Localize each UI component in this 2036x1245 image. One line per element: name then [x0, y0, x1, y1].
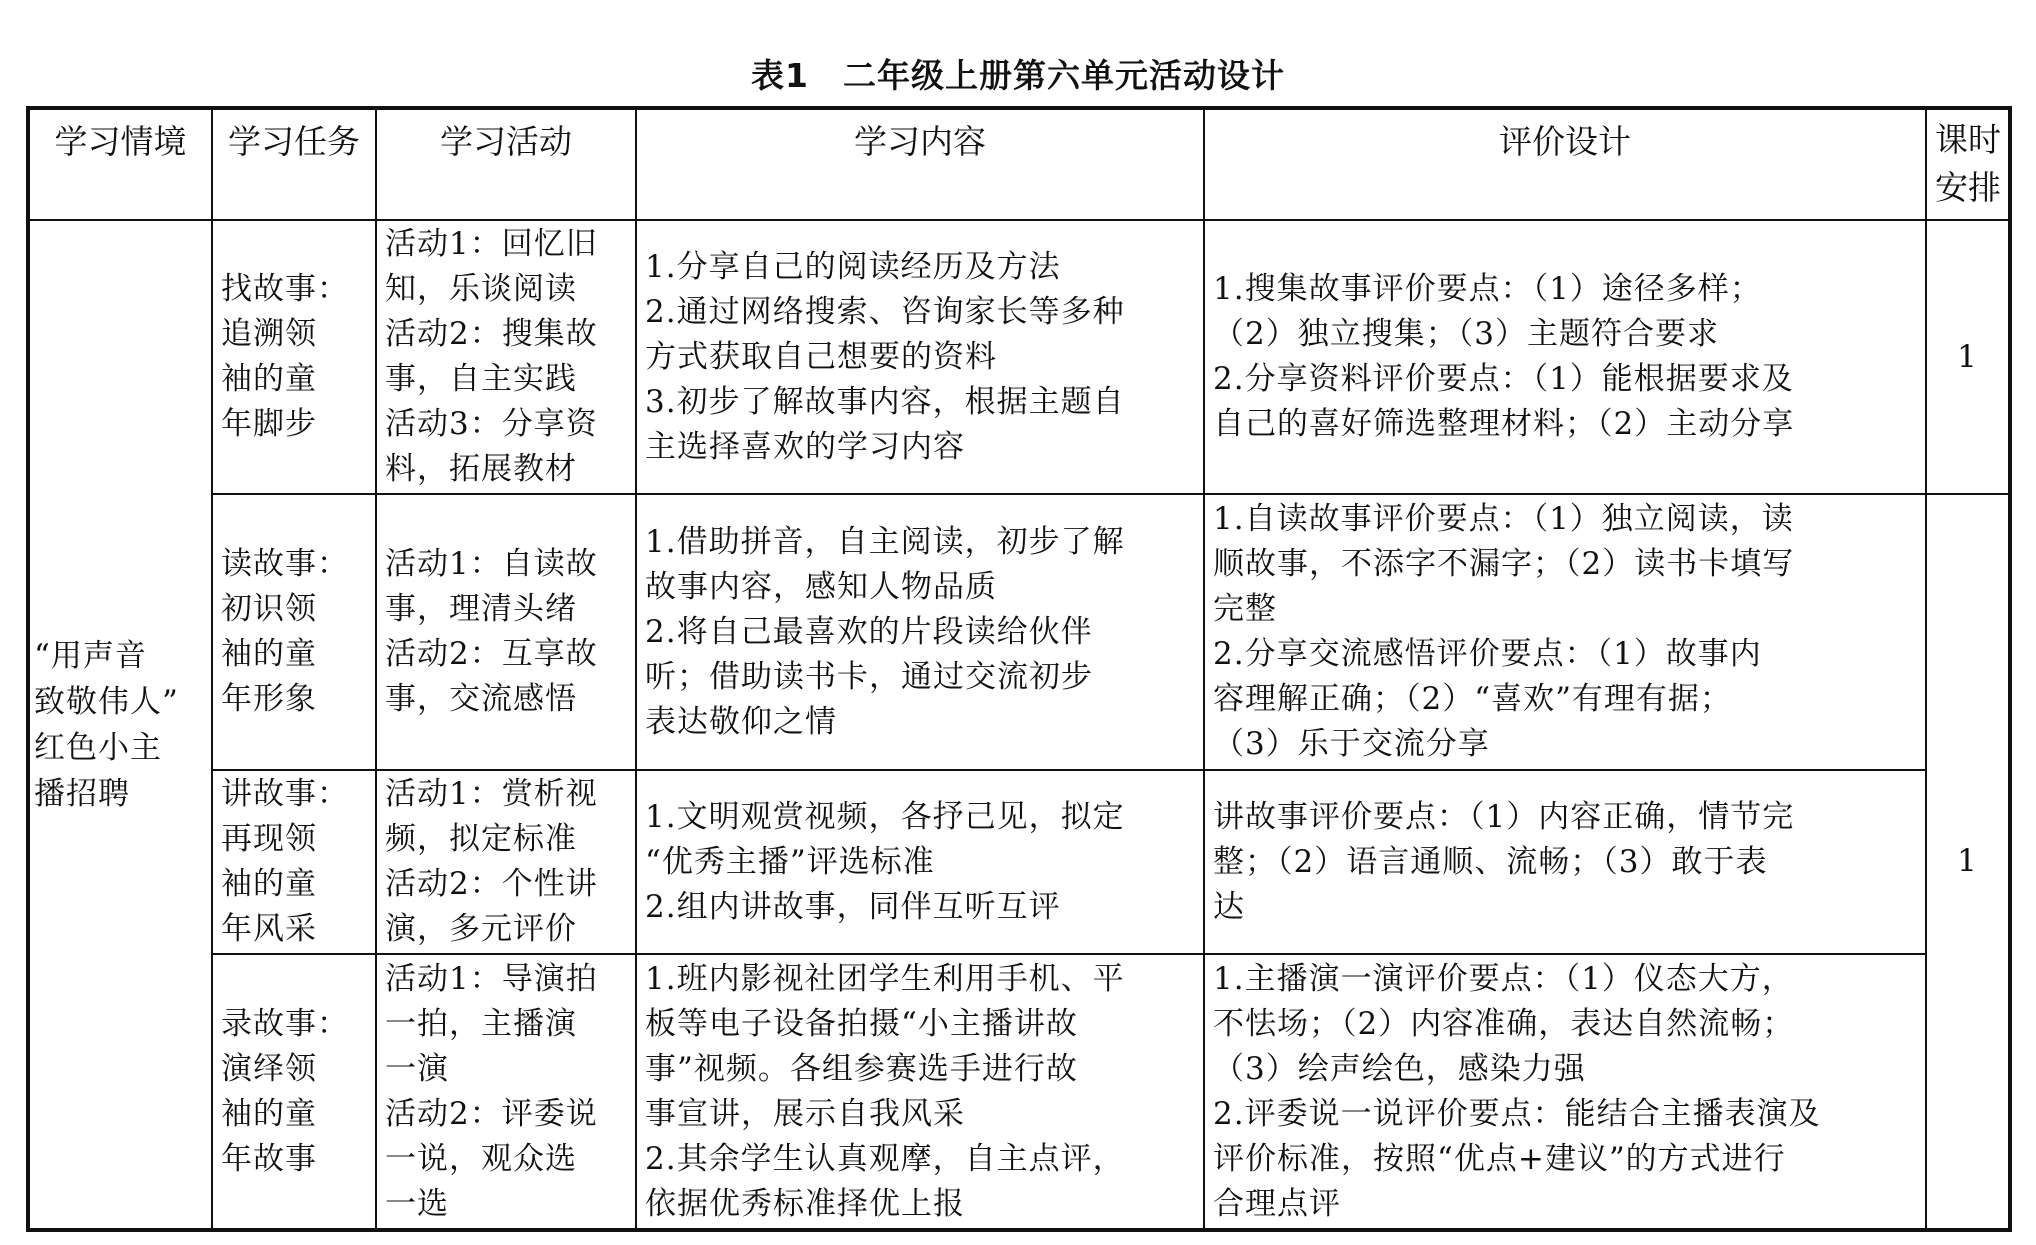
content-line: 故事内容，感知人物品质	[645, 568, 997, 605]
content-line: 主选择喜欢的学习内容	[645, 428, 965, 465]
activity-line: 知，乐谈阅读	[385, 271, 577, 307]
activity-line: 活动2：评委说	[385, 1095, 598, 1132]
table-row	[28, 954, 2010, 1230]
task-line: 年形象	[221, 681, 317, 717]
activity-line: 事，自主实践	[385, 361, 577, 397]
activity-cell	[376, 494, 636, 770]
activity-line: 活动2：互享故	[385, 636, 598, 672]
content-cell	[636, 954, 1204, 1230]
task-line: 年脚步	[221, 406, 317, 442]
task-cell	[212, 770, 376, 954]
activity-line: 频，拟定标准	[385, 821, 577, 857]
task-line: 演绎领	[221, 1050, 317, 1087]
header-evaluation: 评价设计	[1204, 108, 1926, 220]
content-line: 2.将自己最喜欢的片段读给伙伴	[645, 613, 1093, 650]
activity-cell	[376, 770, 636, 954]
task-line: 再现领	[221, 821, 317, 857]
activity-cell	[376, 954, 636, 1230]
task-line: 录故事：	[221, 1005, 349, 1042]
task-line: 讲故事：	[221, 776, 349, 812]
header-hours-line: 课时	[1935, 120, 2001, 159]
task-line: 袖的童	[221, 1095, 317, 1132]
content-cell	[636, 770, 1204, 954]
content-line: 1.文明观赏视频，各抒己见，拟定	[645, 798, 1125, 835]
situation-line: 红色小主	[34, 729, 162, 766]
task-cell	[212, 494, 376, 770]
evaluation-line: （3）乐于交流分享	[1213, 726, 1490, 762]
evaluation-line: 整；（2）语言通顺、流畅；（3）敢于表	[1213, 843, 1768, 880]
evaluation-line: 2.分享交流感悟评价要点：（1）故事内	[1213, 636, 1762, 672]
task-line: 年故事	[221, 1140, 317, 1177]
evaluation-line: （2）独立搜集；（3）主题符合要求	[1213, 316, 1719, 352]
header-hours	[1926, 108, 2010, 220]
activity-line: 料，拓展教材	[385, 451, 577, 487]
content-line: 事”视频。各组参赛选手进行故	[645, 1050, 1078, 1087]
situation-line: “用声音	[34, 637, 147, 674]
evaluation-line: 1.搜集故事评价要点：（1）途径多样；	[1213, 271, 1762, 307]
content-line: 表达敬仰之情	[645, 703, 837, 740]
activity-line: 演，多元评价	[385, 911, 577, 947]
content-line: 3.初步了解故事内容，根据主题自	[645, 383, 1125, 420]
activity-line: 活动1：导演拍	[385, 960, 598, 997]
task-line: 找故事：	[221, 271, 349, 307]
activity-line: 活动3：分享资	[385, 406, 598, 442]
evaluation-line: 讲故事评价要点：（1）内容正确，情节完	[1213, 798, 1795, 835]
evaluation-line: 完整	[1213, 591, 1277, 627]
activity-line: 一演	[385, 1050, 449, 1087]
situation-line: 致敬伟人”	[34, 683, 179, 720]
table-caption: 表1 二年级上册第六单元活动设计	[751, 56, 1285, 95]
evaluation-line: 2.评委说一说评价要点：能结合主播表演及	[1213, 1095, 1821, 1132]
evaluation-line: 合理点评	[1213, 1185, 1341, 1222]
content-line: 听；借助读书卡，通过交流初步	[645, 658, 1093, 695]
content-line: 1.分享自己的阅读经历及方法	[645, 248, 1061, 285]
activity-line: 一拍，主播演	[385, 1005, 577, 1042]
content-line: 2.通过网络搜索、咨询家长等多种	[645, 293, 1125, 330]
content-line: 板等电子设备拍摄“小主播讲故	[645, 1005, 1078, 1042]
evaluation-cell	[1204, 220, 1926, 494]
content-line: “优秀主播”评选标准	[645, 843, 935, 880]
content-line: 2.组内讲故事，同伴互听互评	[645, 888, 1061, 925]
situation-line: 播招聘	[34, 775, 130, 812]
task-line: 追溯领	[221, 316, 317, 352]
task-line: 袖的童	[221, 636, 317, 672]
task-cell	[212, 954, 376, 1230]
content-cell	[636, 220, 1204, 494]
task-cell	[212, 220, 376, 494]
evaluation-line: 自己的喜好筛选整理材料；（2）主动分享	[1213, 406, 1795, 442]
activity-line: 事，交流感悟	[385, 681, 577, 717]
table-row	[28, 220, 2010, 494]
evaluation-cell	[1204, 494, 1926, 770]
situation-cell	[28, 220, 212, 1230]
content-line: 事宣讲，展示自我风采	[645, 1095, 965, 1132]
activity-line: 一说，观众选	[385, 1140, 577, 1177]
evaluation-cell	[1204, 770, 1926, 954]
activity-line: 活动2：个性讲	[385, 866, 598, 902]
header-task: 学习任务	[212, 108, 376, 220]
table-row	[28, 770, 2010, 954]
activity-line: 事，理清头绪	[385, 591, 577, 627]
hours-cell: 1	[1926, 220, 2010, 494]
evaluation-line: 顺故事，不添字不漏字；（2）读书卡填写	[1213, 546, 1795, 582]
header-row	[28, 108, 2010, 220]
evaluation-line: 达	[1213, 888, 1245, 925]
content-cell	[636, 494, 1204, 770]
activity-design-table	[26, 106, 2012, 1232]
activity-line: 活动1：赏析视	[385, 776, 598, 812]
table-row	[28, 494, 2010, 770]
task-line: 年风采	[221, 911, 317, 947]
task-line: 袖的童	[221, 866, 317, 902]
activity-line: 一选	[385, 1185, 449, 1222]
evaluation-line: 不怯场；（2）内容准确，表达自然流畅；	[1213, 1005, 1795, 1042]
evaluation-line: 1.主播演一演评价要点：（1）仪态大方，	[1213, 960, 1794, 997]
activity-cell	[376, 220, 636, 494]
header-activity: 学习活动	[376, 108, 636, 220]
evaluation-cell	[1204, 954, 1926, 1230]
activity-line: 活动2：搜集故	[385, 316, 598, 352]
header-content: 学习内容	[636, 108, 1204, 220]
content-line: 1.借助拼音，自主阅读，初步了解	[645, 523, 1125, 560]
activity-line: 活动1：回忆旧	[385, 226, 598, 262]
activity-line: 活动1：自读故	[385, 546, 598, 582]
header-hours-line: 安排	[1935, 168, 2001, 207]
evaluation-line: 容理解正确；（2）“喜欢”有理有据；	[1213, 681, 1732, 717]
evaluation-line: 1.自读故事评价要点：（1）独立阅读，读	[1213, 501, 1794, 537]
task-line: 袖的童	[221, 361, 317, 397]
header-situation: 学习情境	[28, 108, 212, 220]
task-line: 初识领	[221, 591, 317, 627]
hours-cell: 1	[1926, 494, 2010, 1230]
evaluation-line: 评价标准，按照“优点+建议”的方式进行	[1213, 1140, 1786, 1177]
content-line: 方式获取自己想要的资料	[645, 338, 997, 375]
content-line: 依据优秀标准择优上报	[645, 1185, 965, 1222]
task-line: 读故事：	[221, 546, 349, 582]
content-line: 1.班内影视社团学生利用手机、平	[645, 960, 1125, 997]
content-line: 2.其余学生认真观摩，自主点评，	[645, 1140, 1125, 1177]
evaluation-line: 2.分享资料评价要点：（1）能根据要求及	[1213, 361, 1794, 397]
evaluation-line: （3）绘声绘色，感染力强	[1213, 1050, 1586, 1087]
